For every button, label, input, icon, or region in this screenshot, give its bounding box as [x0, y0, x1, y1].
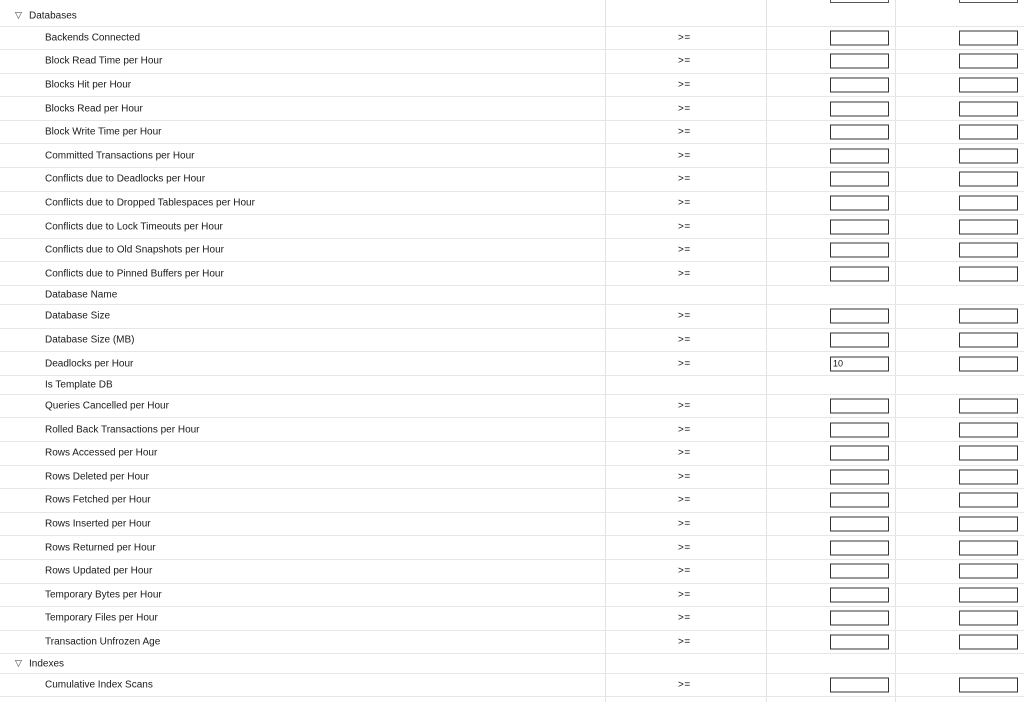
threshold-input-2[interactable] [959, 587, 1018, 602]
metric-label: Temporary Bytes per Hour [45, 589, 162, 601]
threshold-input-2[interactable] [959, 399, 1018, 414]
threshold-input-1[interactable] [830, 54, 889, 69]
threshold-input-2[interactable] [959, 678, 1018, 693]
table-row [0, 607, 1024, 631]
table-row [0, 121, 1024, 145]
threshold-table [0, 7, 1024, 697]
threshold-input-1[interactable] [830, 493, 889, 508]
threshold-input-1[interactable] [830, 399, 889, 414]
table-row [0, 674, 1024, 698]
table-row [0, 192, 1024, 216]
threshold-input-1[interactable] [830, 356, 889, 371]
operator-label: >= [678, 173, 691, 185]
operator-label: >= [678, 542, 691, 554]
metric-label: Conflicts due to Dropped Tablespaces per Hour [45, 197, 255, 209]
metric-label: Database Name [45, 289, 118, 301]
threshold-input-2[interactable] [959, 356, 1018, 371]
metric-label: Block Write Time per Hour [45, 126, 162, 138]
metric-label: Conflicts due to Lock Timeouts per Hour [45, 221, 223, 233]
table-row [0, 286, 1024, 305]
metric-label: Database Size (MB) [45, 334, 135, 346]
threshold-input-1[interactable] [830, 678, 889, 693]
metric-label: Conflicts due to Pinned Buffers per Hour [45, 268, 224, 280]
metric-label: Cumulative Index Scans [45, 679, 153, 691]
metric-label: Rows Fetched per Hour [45, 494, 151, 506]
table-row [0, 262, 1024, 286]
threshold-input-1[interactable] [830, 635, 889, 650]
operator-label: >= [678, 197, 691, 209]
metric-label: Rows Returned per Hour [45, 542, 156, 554]
operator-label: >= [678, 636, 691, 648]
threshold-input-2[interactable] [959, 517, 1018, 532]
threshold-input-1[interactable] [830, 422, 889, 437]
threshold-input-1[interactable] [830, 148, 889, 163]
table-row [0, 215, 1024, 239]
operator-label: >= [678, 244, 691, 256]
operator-label: >= [678, 310, 691, 322]
partial-input-box[interactable] [959, 0, 1018, 3]
metric-label: Blocks Hit per Hour [45, 79, 132, 91]
table-row [0, 442, 1024, 466]
partial-input-box[interactable] [830, 0, 889, 3]
threshold-input-2[interactable] [959, 635, 1018, 650]
metric-label: Temporary Files per Hour [45, 612, 158, 624]
threshold-input-2[interactable] [959, 332, 1018, 347]
threshold-input-2[interactable] [959, 30, 1018, 45]
threshold-input-2[interactable] [959, 469, 1018, 484]
threshold-input-1[interactable] [830, 446, 889, 461]
operator-label: >= [678, 334, 691, 346]
threshold-input-1[interactable] [830, 587, 889, 602]
threshold-input-2[interactable] [959, 422, 1018, 437]
threshold-input-1[interactable] [830, 101, 889, 116]
threshold-input-1[interactable] [830, 564, 889, 579]
table-row [0, 418, 1024, 442]
threshold-input-1[interactable] [830, 30, 889, 45]
operator-label: >= [678, 79, 691, 91]
table-row [0, 305, 1024, 329]
threshold-input-2[interactable] [959, 564, 1018, 579]
metric-label: Blocks Read per Hour [45, 103, 143, 115]
threshold-input-2[interactable] [959, 309, 1018, 324]
metric-label: Is Template DB [45, 379, 113, 391]
threshold-input-2[interactable] [959, 243, 1018, 258]
threshold-input-1[interactable] [830, 611, 889, 626]
metric-label: Conflicts due to Deadlocks per Hour [45, 173, 206, 185]
metric-label: Block Read Time per Hour [45, 55, 163, 67]
metric-label: Conflicts due to Old Snapshots per Hour [45, 244, 224, 256]
metric-label: Queries Cancelled per Hour [45, 400, 169, 412]
metric-label: Rows Inserted per Hour [45, 518, 151, 530]
threshold-input-1[interactable] [830, 469, 889, 484]
threshold-input-1[interactable] [830, 266, 889, 281]
table-row [0, 466, 1024, 490]
operator-label: >= [678, 358, 691, 370]
threshold-input-2[interactable] [959, 172, 1018, 187]
table-row [0, 239, 1024, 263]
expand-triangle-icon[interactable]: ▽ [15, 10, 22, 21]
threshold-input-2[interactable] [959, 148, 1018, 163]
group-row-databases[interactable] [0, 7, 1024, 27]
operator-label: >= [678, 589, 691, 601]
metric-label: Transaction Unfrozen Age [45, 636, 161, 648]
threshold-input-1[interactable] [830, 219, 889, 234]
operator-label: >= [678, 565, 691, 577]
threshold-input-2[interactable] [959, 77, 1018, 92]
threshold-input-2[interactable] [959, 219, 1018, 234]
metric-label: Deadlocks per Hour [45, 358, 134, 370]
threshold-input-2[interactable] [959, 446, 1018, 461]
operator-label: >= [678, 126, 691, 138]
threshold-input-2[interactable] [959, 266, 1018, 281]
threshold-input-1[interactable] [830, 243, 889, 258]
threshold-input-2[interactable] [959, 540, 1018, 555]
threshold-input-2[interactable] [959, 195, 1018, 210]
table-row [0, 536, 1024, 560]
operator-label: >= [678, 612, 691, 624]
table-row [0, 395, 1024, 419]
threshold-input-1[interactable] [830, 517, 889, 532]
operator-label: >= [678, 447, 691, 459]
threshold-input-1[interactable] [830, 540, 889, 555]
group-label: Indexes [29, 658, 65, 670]
table-row [0, 489, 1024, 513]
threshold-input-1[interactable] [830, 195, 889, 210]
operator-label: >= [678, 518, 691, 530]
threshold-input-2[interactable] [959, 125, 1018, 140]
metric-label: Database Size [45, 310, 111, 322]
operator-label: >= [678, 268, 691, 280]
table-row [0, 74, 1024, 98]
operator-label: >= [678, 494, 691, 506]
threshold-input-1[interactable] [830, 172, 889, 187]
table-row [0, 631, 1024, 655]
operator-label: >= [678, 679, 691, 691]
metric-label: Rows Deleted per Hour [45, 471, 149, 483]
threshold-input-1[interactable] [830, 125, 889, 140]
operator-label: >= [678, 221, 691, 233]
metric-label: Rows Updated per Hour [45, 565, 153, 577]
table-row [0, 50, 1024, 74]
group-row-indexes[interactable] [0, 654, 1024, 674]
threshold-input-1[interactable] [830, 77, 889, 92]
threshold-input-2[interactable] [959, 611, 1018, 626]
table-row [0, 97, 1024, 121]
table-row [0, 144, 1024, 168]
threshold-input-1[interactable] [830, 309, 889, 324]
table-row [0, 376, 1024, 395]
operator-label: >= [678, 424, 691, 436]
metric-label: Backends Connected [45, 32, 141, 44]
threshold-input-2[interactable] [959, 493, 1018, 508]
operator-label: >= [678, 32, 691, 44]
operator-label: >= [678, 103, 691, 115]
metric-label: Rows Accessed per Hour [45, 447, 158, 459]
table-row [0, 168, 1024, 192]
metric-label: Committed Transactions per Hour [45, 150, 195, 162]
table-row [0, 352, 1024, 376]
table-row [0, 329, 1024, 353]
threshold-input-2[interactable] [959, 101, 1018, 116]
operator-label: >= [678, 150, 691, 162]
table-row [0, 27, 1024, 51]
threshold-input-1[interactable] [830, 332, 889, 347]
table-row [0, 584, 1024, 608]
expand-triangle-icon[interactable]: ▽ [15, 657, 22, 668]
operator-label: >= [678, 400, 691, 412]
table-row [0, 513, 1024, 537]
operator-label: >= [678, 55, 691, 67]
threshold-input-2[interactable] [959, 54, 1018, 69]
table-row [0, 560, 1024, 584]
metric-label: Rolled Back Transactions per Hour [45, 424, 200, 436]
operator-label: >= [678, 471, 691, 483]
group-label: Databases [29, 10, 77, 22]
